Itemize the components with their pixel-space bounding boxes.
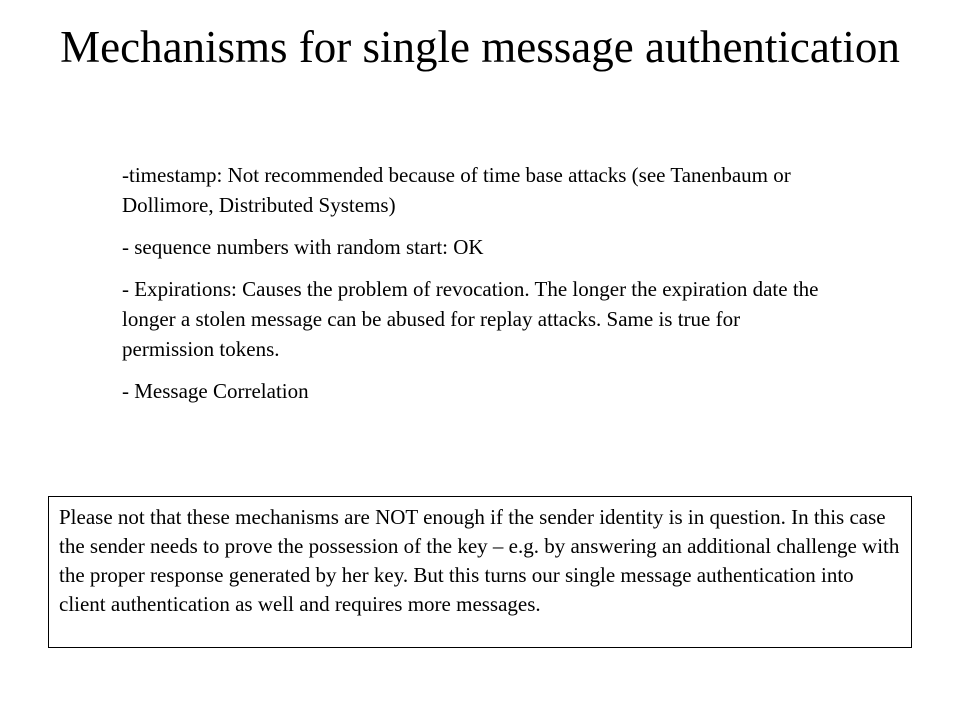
bullet-timestamp: -timestamp: Not recommended because of time base attacks (see Tanenbaum or Dollimore, Distributed Systems) (122, 163, 791, 217)
slide-title: Mechanisms for single message authentication (60, 22, 900, 72)
bullet-message-correlation: - Message Correlation (122, 379, 309, 403)
note-box: Please not that these mechanisms are NOT enough if the sender identity is in question. In this case the sender needs to prove the possession of the key – e.g. by answering an additional challenge with the proper response generated by her key. But this turns our single message authentication into client authentication as well and requires more messages. (48, 496, 912, 648)
bullet-list (122, 160, 822, 418)
bullet-sequence-numbers: - sequence numbers with random start: OK (122, 235, 484, 259)
bullet-expirations: - Expirations: Causes the problem of revocation. The longer the expiration date the longer a stolen message can be abused for replay attacks. Same is true for permission tokens. (122, 277, 819, 361)
